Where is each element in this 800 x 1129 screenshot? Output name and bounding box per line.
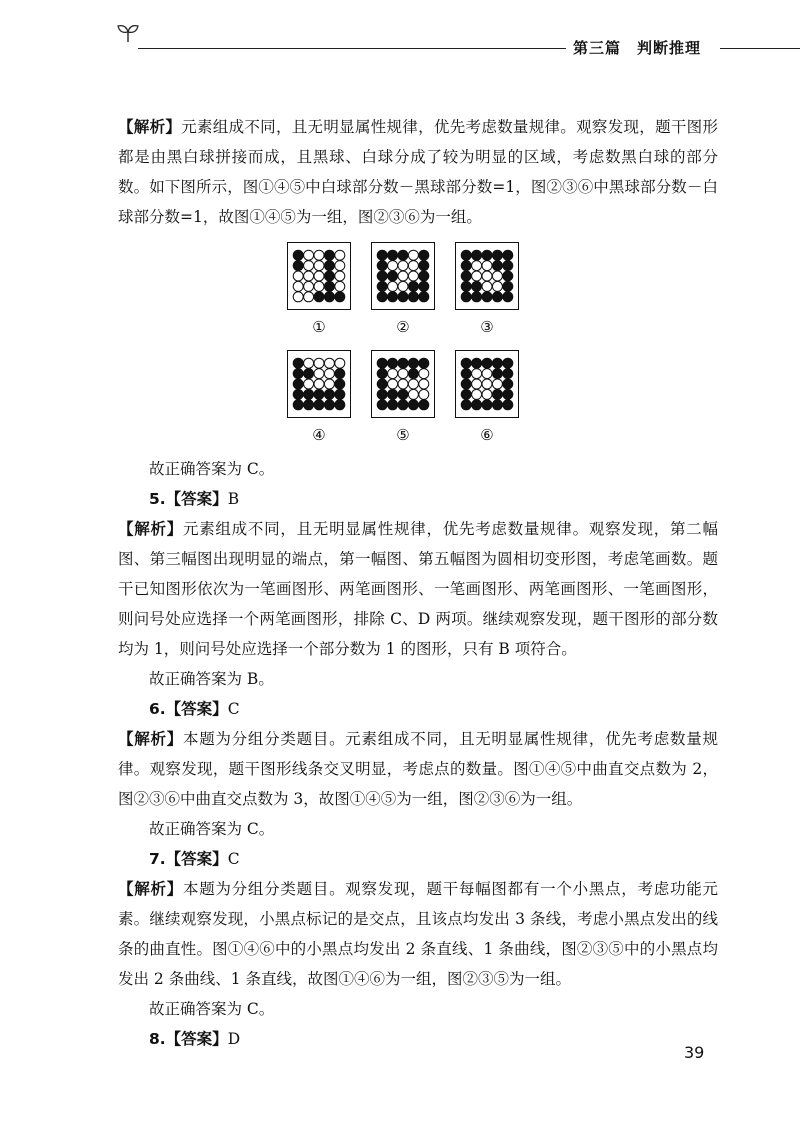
black-ball (304, 389, 314, 399)
white-ball (492, 281, 502, 291)
white-ball (304, 379, 314, 389)
black-ball (492, 389, 502, 399)
q7-conclusion: 故正确答案为 C。 (149, 1000, 275, 1018)
black-ball (377, 400, 387, 410)
white-ball (314, 379, 324, 389)
black-ball (461, 400, 471, 410)
white-ball (335, 281, 345, 291)
black-ball (377, 292, 387, 302)
black-ball (314, 292, 324, 302)
black-ball (335, 400, 345, 410)
black-ball (482, 292, 492, 302)
black-ball (377, 358, 387, 368)
black-ball (324, 261, 334, 271)
black-ball (492, 358, 502, 368)
black-ball (461, 369, 471, 379)
black-ball (377, 271, 387, 281)
white-ball (398, 379, 408, 389)
white-ball (314, 271, 324, 281)
black-ball (293, 261, 303, 271)
black-ball (408, 358, 418, 368)
white-ball (293, 292, 303, 302)
white-ball (324, 379, 334, 389)
section-title: 第三篇 判断推理 (573, 39, 702, 57)
white-ball (314, 358, 324, 368)
figure-label-4: ④ (312, 426, 326, 444)
black-ball (293, 400, 303, 410)
analysis-label: 【解析】 (118, 520, 183, 538)
black-ball (492, 369, 502, 379)
figure-label-2: ② (396, 318, 410, 336)
analysis-label: 【解析】 (118, 118, 182, 136)
black-ball (324, 250, 334, 260)
black-ball (293, 379, 303, 389)
black-ball (304, 369, 314, 379)
black-ball (492, 400, 502, 410)
black-ball (503, 250, 513, 260)
black-ball (461, 292, 471, 302)
white-ball (492, 379, 502, 389)
black-ball (408, 292, 418, 302)
grouping-figure (118, 236, 718, 448)
black-ball (388, 292, 398, 302)
white-ball (472, 369, 482, 379)
white-ball (482, 261, 492, 271)
black-ball (335, 292, 345, 302)
q6-conclusion: 故正确答案为 C。 (149, 820, 275, 838)
black-ball (293, 250, 303, 260)
white-ball (335, 250, 345, 260)
black-ball (461, 261, 471, 271)
white-ball (482, 271, 492, 281)
white-ball (304, 261, 314, 271)
q5-answer (118, 484, 718, 514)
black-ball (472, 292, 482, 302)
white-ball (419, 389, 429, 399)
figure-1 (287, 242, 351, 310)
white-ball (482, 389, 492, 399)
black-ball (503, 292, 513, 302)
black-ball (324, 271, 334, 281)
white-ball (314, 281, 324, 291)
white-ball (314, 369, 324, 379)
black-ball (461, 271, 471, 281)
black-ball (377, 369, 387, 379)
q6-answer (118, 694, 718, 724)
black-ball (304, 400, 314, 410)
black-ball (293, 389, 303, 399)
white-ball (293, 281, 303, 291)
black-ball (461, 389, 471, 399)
black-ball (419, 271, 429, 281)
white-ball (492, 271, 502, 281)
q4-conclusion: 故正确答案为 C。 (149, 460, 275, 478)
q7-analysis-text: 本题为分组分类题目。观察发现，题干每幅图都有一个小黑点，考虑功能元素。继续观察发现，小黑点标记的是交点，且该点均发出 3 条线，考虑小黑点发出的线条的曲直性。图①④⑥中的小黑点均发出 2 条直线、1 条曲线，图②③⑤中的小黑点均发出 2 条曲线、1 条直线，故图①④⑥为一组，图②③⑤为一组。 (118, 880, 718, 988)
q7-analysis (118, 874, 718, 994)
black-ball (503, 281, 513, 291)
figure-3 (455, 242, 519, 310)
q6-analysis-text: 本题为分组分类题目。元素组成不同，且无明显属性规律，优先考虑数量规律。观察发现，题干图形线条交叉明显，考虑点的数量。图①④⑤中曲直交点数为 2，图②③⑥中曲直交点数为 3，故图①④⑤为一组，图②③⑥为一组。 (118, 730, 718, 808)
black-ball (461, 358, 471, 368)
black-ball (335, 369, 345, 379)
white-ball (472, 379, 482, 389)
answer-label: 5.【答案】 (149, 490, 228, 508)
black-ball (398, 389, 408, 399)
white-ball (388, 281, 398, 291)
black-ball (472, 358, 482, 368)
white-ball (304, 281, 314, 291)
figure-label-6: ⑥ (480, 426, 494, 444)
ball-grid (456, 351, 518, 417)
answer-value: C (227, 850, 240, 868)
ball-grid (372, 243, 434, 309)
black-ball (503, 261, 513, 271)
black-ball (314, 400, 324, 410)
black-ball (492, 261, 502, 271)
q6-analysis (118, 724, 718, 814)
answer-label: 7.【答案】 (149, 850, 228, 868)
black-ball (388, 400, 398, 410)
white-ball (324, 358, 334, 368)
white-ball (408, 389, 418, 399)
white-ball (398, 369, 408, 379)
black-ball (398, 400, 408, 410)
black-ball (419, 358, 429, 368)
analysis-label: 【解析】 (118, 880, 183, 898)
header-rule-left (138, 48, 566, 49)
black-ball (398, 250, 408, 260)
black-ball (419, 400, 429, 410)
q7-answer (118, 844, 718, 874)
black-ball (419, 261, 429, 271)
black-ball (503, 400, 513, 410)
white-ball (324, 369, 334, 379)
white-ball (472, 389, 482, 399)
white-ball (304, 271, 314, 281)
q8-answer (118, 1024, 718, 1054)
figure-2 (371, 242, 435, 310)
white-ball (314, 261, 324, 271)
q5-analysis (118, 514, 718, 664)
black-ball (388, 250, 398, 260)
black-ball (324, 281, 334, 291)
black-ball (472, 250, 482, 260)
page-content (118, 112, 718, 1054)
black-ball (293, 358, 303, 368)
white-ball (472, 261, 482, 271)
black-ball (388, 389, 398, 399)
white-ball (419, 379, 429, 389)
white-ball (408, 271, 418, 281)
white-ball (472, 271, 482, 281)
black-ball (388, 271, 398, 281)
black-ball (377, 389, 387, 399)
ball-grid (288, 243, 350, 309)
black-ball (314, 389, 324, 399)
white-ball (304, 358, 314, 368)
q4-analysis-text: 元素组成不同，且无明显属性规律，优先考虑数量规律。观察发现，题干图形都是由黑白球拼接而成，且黑球、白球分成了较为明显的区域，考虑数黑白球的部分数。如下图所示，图①④⑤中白球部分数－黑球部分数=1，图②③⑥中黑球部分数－白球部分数=1，故图①④⑤为一组，图②③⑥为一组。 (118, 118, 718, 226)
black-ball (503, 358, 513, 368)
white-ball (482, 281, 492, 291)
black-ball (492, 292, 502, 302)
figure-6 (455, 350, 519, 418)
black-ball (408, 400, 418, 410)
ball-grid (288, 351, 350, 417)
black-ball (408, 369, 418, 379)
black-ball (472, 400, 482, 410)
white-ball (304, 250, 314, 260)
black-ball (503, 271, 513, 281)
black-ball (472, 281, 482, 291)
white-ball (408, 379, 418, 389)
black-ball (335, 389, 345, 399)
black-ball (388, 358, 398, 368)
white-ball (304, 292, 314, 302)
white-ball (388, 369, 398, 379)
white-ball (388, 261, 398, 271)
black-ball (482, 358, 492, 368)
answer-value: C (227, 700, 240, 718)
white-ball (482, 369, 492, 379)
black-ball (461, 281, 471, 291)
white-ball (335, 261, 345, 271)
ball-grid (456, 243, 518, 309)
answer-label: 6.【答案】 (149, 700, 228, 718)
black-ball (324, 389, 334, 399)
page-number: 39 (684, 1043, 705, 1062)
q5-conclusion: 故正确答案为 B。 (149, 670, 274, 688)
q5-analysis-text: 元素组成不同，且无明显属性规律，优先考虑数量规律。观察发现，第二幅图、第三幅图出现明显的端点，第一幅图、第五幅图为圆相切变形图，考虑笔画数。题干已知图形依次为一笔画图形、两笔画图形、一笔画图形、两笔画图形、一笔画图形，则问号处应选择一个两笔画图形，排除 C、D 两项。继续观察发现，题干图形的部分数均为 1，则问号处应选择一个部分数为 1 的图形，只有 B 项符合。 (118, 520, 718, 658)
white-ball (398, 281, 408, 291)
white-ball (482, 379, 492, 389)
black-ball (503, 379, 513, 389)
black-ball (324, 400, 334, 410)
ball-grid (372, 351, 434, 417)
white-ball (314, 250, 324, 260)
black-ball (461, 250, 471, 260)
white-ball (398, 261, 408, 271)
white-ball (388, 379, 398, 389)
black-ball (419, 292, 429, 302)
white-ball (408, 250, 418, 260)
black-ball (377, 281, 387, 291)
black-ball (503, 389, 513, 399)
figure-label-5: ⑤ (396, 426, 410, 444)
black-ball (377, 261, 387, 271)
black-ball (419, 250, 429, 260)
white-ball (293, 271, 303, 281)
black-ball (419, 281, 429, 291)
q4-analysis (118, 112, 718, 232)
white-ball (408, 261, 418, 271)
header-rule-right (720, 48, 800, 49)
black-ball (398, 358, 408, 368)
white-ball (335, 358, 345, 368)
black-ball (482, 400, 492, 410)
figure-label-1: ① (312, 318, 326, 336)
black-ball (398, 292, 408, 302)
black-ball (293, 369, 303, 379)
figure-label-3: ③ (480, 318, 494, 336)
answer-value: D (227, 1030, 241, 1048)
black-ball (377, 379, 387, 389)
black-ball (335, 379, 345, 389)
black-ball (482, 250, 492, 260)
answer-label: 8.【答案】 (149, 1030, 228, 1048)
white-ball (398, 271, 408, 281)
black-ball (324, 292, 334, 302)
page-header (0, 0, 800, 60)
black-ball (461, 379, 471, 389)
black-ball (408, 281, 418, 291)
black-ball (503, 369, 513, 379)
white-ball (335, 271, 345, 281)
answer-value: B (227, 490, 240, 508)
figure-5 (371, 350, 435, 418)
analysis-label: 【解析】 (118, 730, 183, 748)
black-ball (492, 250, 502, 260)
white-ball (419, 369, 429, 379)
sprout-icon (116, 22, 140, 44)
black-ball (377, 250, 387, 260)
figure-4 (287, 350, 351, 418)
